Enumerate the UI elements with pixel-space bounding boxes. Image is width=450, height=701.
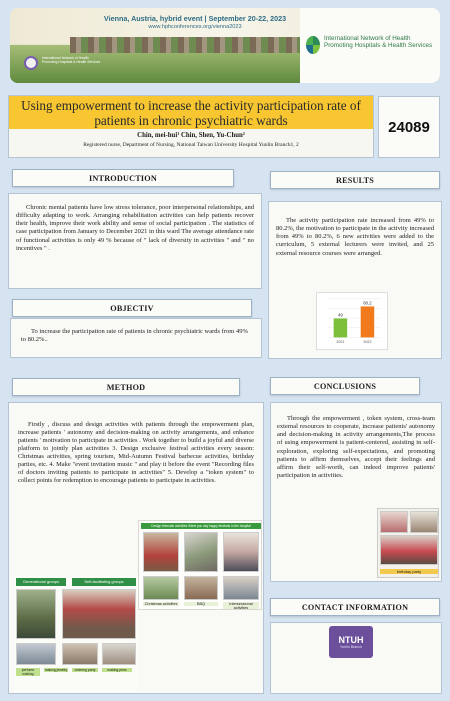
bbq-photo — [143, 576, 179, 600]
results-heading — [270, 171, 440, 189]
birthday-photo-collage — [377, 508, 439, 578]
collage-caption-2: BBQ — [184, 602, 218, 606]
poster-id: 24089 — [388, 118, 430, 136]
chart-value-label: 80.2 — [363, 300, 372, 306]
affiliation: Registered nurse, Department of Nursing, National Taiwan University Hospital Yunlin Branch1, 2 — [83, 142, 299, 148]
conclusions-text: Through the empowerment , token system, cross-team external resources to cooperate, increase patients' autonomy and decision-making in activity arrangements,The process of using empowerment is patient-centered, assisting in self-exploration, exploring self-expectations, and promoting patients to affirm themselves, accept their feelings and affirm their self-worth, can indeed improve patients' participation in activities. — [277, 415, 435, 480]
objective-heading-label: OBJECTIV — [110, 303, 154, 313]
collage-caption-1: Christmas activities — [144, 602, 178, 606]
poster-title-box — [8, 95, 374, 158]
title-bar — [9, 96, 373, 129]
contact-heading-label: CONTACT INFORMATION — [301, 602, 409, 612]
group-activity-photo-4 — [62, 643, 98, 665]
self-facilitating-groups-label: Self-facilitating groups — [84, 579, 124, 584]
groups-caption-3: ordering party — [72, 668, 98, 672]
ntuh-logo-icon — [329, 626, 373, 658]
organization-name: International Network of Health Promoting Hospitals & Health Services — [324, 35, 433, 50]
group-photo — [184, 532, 218, 572]
group-activity-photo-5 — [102, 643, 136, 665]
groups-caption-2: making jewelry — [44, 668, 68, 672]
introduction-heading-label: INTRODUCTION — [89, 173, 157, 183]
method-heading-label: METHOD — [106, 382, 146, 392]
event-photo — [184, 576, 218, 600]
contact-heading — [270, 598, 440, 616]
hph-small-logo-text: International Network of Health Promoting Hospitals & Health Services — [42, 56, 101, 65]
introduction-heading — [12, 169, 234, 187]
group-activity-photo-2 — [62, 589, 136, 639]
party-photo — [223, 532, 259, 572]
poster-title: Using empowerment to increase the activity participation rate of patients in chronic psychiatric wards — [21, 97, 361, 128]
conference-banner — [10, 8, 440, 83]
introduction-text: Chronic mental patients have low stress tolerance, poor interpersonal relationships, and difficulty adapting to work. Arranging rehabilitation activities can help patients recover their health, improve their work ability and sense of social participation . The statistics of case participation from January to December 2021 in this ward The average attendance rate of functional activities is only 49 % because of " lack of diversity in activities " and " no incentives " . — [16, 204, 254, 252]
event-title: Vienna, Austria, hybrid event | September 20-22, 2023 — [103, 14, 287, 23]
groups-caption-1: perfume making — [16, 668, 40, 676]
objective-panel — [10, 318, 262, 358]
objective-text: To increase the participation rate of patients in chronic psychiatric wards from 49% to 80.2%.. — [21, 328, 248, 344]
generational-groups-label: Generational groups — [22, 579, 60, 584]
banner-rooftops — [70, 37, 320, 53]
activities-collage-title: Design thematic activities /Meet you day happy festivals in the hospital — [151, 523, 251, 528]
results-text: The activity participation rate increased from 49% to 80.2%, the motivation to participate in the activity increased from 49% to 80.2%, 6 new activities were added to the curriculum, 5 external lecturers were invited, and 25 external resource courses were arranged. — [276, 217, 434, 257]
conclusions-heading-label: CONCLUSIONS — [313, 381, 377, 391]
christmas-photo — [143, 532, 179, 572]
session-photo — [223, 576, 259, 600]
groups-caption-4: making pens — [102, 668, 132, 672]
birthday-photo-1 — [380, 511, 408, 533]
poster-id-box — [378, 96, 440, 158]
introduction-panel — [8, 193, 262, 289]
method-text: Firstly , discuss and design activities with patients through the empowerment plan, increase patients ' autonomy and decision-making on activity arrangements, and enhance patients ' motivation to participate in activities . Work together to build a joyful and diverse platform to jointly plan activities 3. Design exclusive festival activities every season: Christmas activities, spring tourism, Mid-Autumn Festival barbecue activities, birthday parties, etc. 4. Make "event invitation music " and play it before the event "Recording files of doctors inviting patients to participate in activities" 5. Develop a "token system" to collect points for redemption to encourage patients to participate in activities. — [18, 421, 254, 485]
results-heading-label: RESULTS — [336, 175, 374, 185]
ntuh-logo-text: NTUH — [338, 635, 364, 645]
contact-panel — [270, 622, 442, 694]
conclusions-heading — [270, 377, 420, 395]
hph-small-logo-icon — [24, 56, 38, 70]
birthday-photo-3 — [380, 535, 438, 565]
chart-bar-2021 — [334, 318, 348, 337]
authors: Chin, mei-hui¹ Chin, Shen, Yu-Chun² — [137, 132, 245, 139]
groups-collage — [14, 576, 138, 692]
participation-bar-chart — [316, 292, 388, 350]
group-activity-photo-1 — [16, 589, 56, 639]
group-activity-photo-3 — [16, 643, 56, 665]
chart-category-label: 2021 — [336, 340, 345, 345]
birthday-photo-2 — [410, 511, 438, 533]
method-heading — [12, 378, 240, 396]
chart-value-label: 49 — [337, 312, 343, 318]
organization-panel — [300, 8, 440, 83]
chart-bar-2022 — [361, 306, 375, 337]
activities-collage — [138, 520, 262, 610]
ntuh-logo-subtext: Yunlin Branch — [339, 645, 363, 649]
collage-caption-3: Intersessional activities — [223, 602, 259, 610]
objective-heading — [12, 299, 252, 317]
chart-category-label: 2022 — [363, 340, 372, 345]
hph-logo-icon — [306, 36, 320, 54]
event-url: www.hphconferences.org/vienna2023 — [148, 24, 242, 30]
birthday-caption: birthday party — [380, 569, 438, 574]
